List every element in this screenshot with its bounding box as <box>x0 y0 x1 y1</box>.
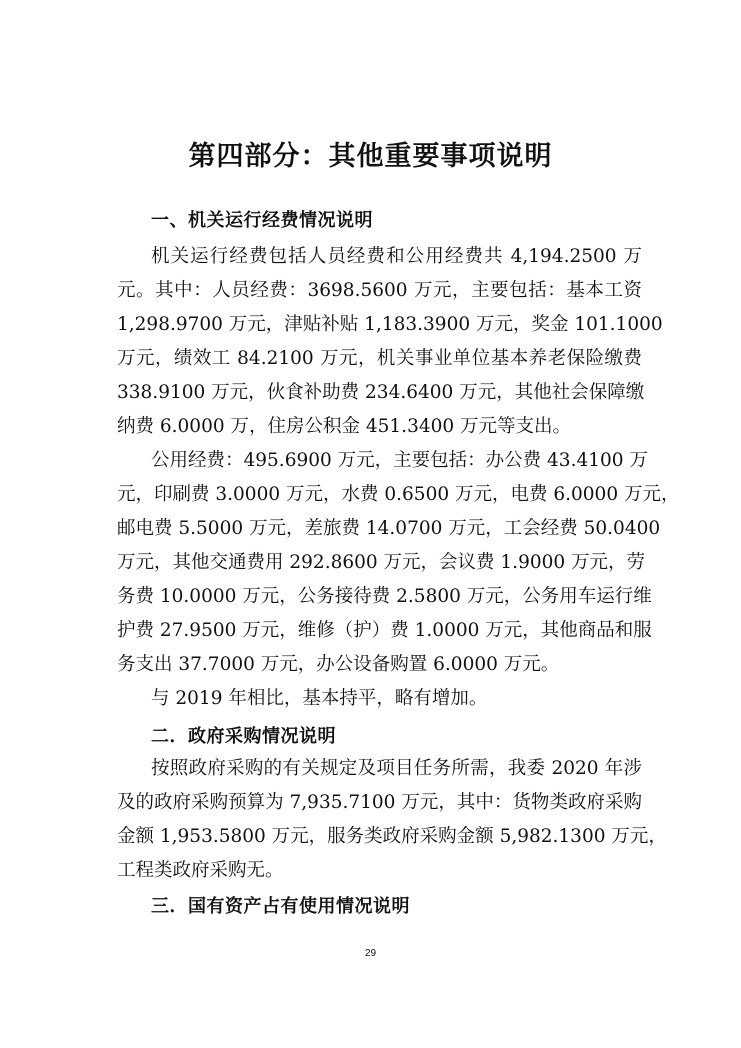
paragraph-line: 及的政府采购预算为 7,935.7100 万元，其中：货物类政府采购 <box>117 792 642 813</box>
page-number: 29 <box>364 948 377 959</box>
paragraph-line: 元。其中：人员经费：3698.5600 万元，主要包括：基本工资 <box>117 280 642 301</box>
paragraph-line: 万元，绩效工 84.2100 万元，机关事业单位基本养老保险缴费 <box>117 348 642 369</box>
paragraph-line: 公用经费：495.6900 万元，主要包括：办公费 43.4100 万 <box>151 450 648 471</box>
section-heading-1: 一、机关运行经费情况说明 <box>151 210 373 231</box>
paragraph-line: 与 2019 年相比，基本持平，略有增加。 <box>151 688 488 709</box>
paragraph-line: 务费 10.0000 万元，公务接待费 2.5800 万元，公务用车运行维 <box>117 586 652 607</box>
section-heading-2: 二．政府采购情况说明 <box>151 726 336 747</box>
paragraph-line: 按照政府采购的有关规定及项目任务所需，我委 2020 年涉 <box>151 758 642 779</box>
paragraph-line: 1,298.9700 万元，津贴补贴 1,183.3900 万元，奖金 101.1000 <box>117 314 663 335</box>
paragraph-line: 元，印刷费 3.0000 万元，水费 0.6500 万元，电费 6.0000 万元， <box>117 484 680 505</box>
paragraph-line: 338.9100 万元，伙食补助费 234.6400 万元，其他社会保障缴 <box>117 382 645 403</box>
page-title: 第四部分：其他重要事项说明 <box>188 141 553 172</box>
section-heading-3: 三．国有资产占有使用情况说明 <box>151 896 410 917</box>
paragraph-line: 工程类政府采购无。 <box>117 860 284 881</box>
paragraph-line: 万元，其他交通费用 292.8600 万元，会议费 1.9000 万元，劳 <box>117 552 646 573</box>
paragraph-line: 纳费 6.0000 万，住房公积金 451.3400 万元等支出。 <box>117 416 572 437</box>
paragraph-line: 务支出 37.7000 万元，办公设备购置 6.0000 万元。 <box>117 654 560 675</box>
paragraph-line: 邮电费 5.5000 万元，差旅费 14.0700 万元，工会经费 50.0400 <box>117 518 661 539</box>
paragraph-line: 护费 27.9500 万元，维修（护）费 1.0000 万元，其他商品和服 <box>117 620 652 641</box>
paragraph-line: 金额 1,953.5800 万元，服务类政府采购金额 5,982.1300 万元， <box>117 826 667 847</box>
paragraph-line: 机关运行经费包括人员经费和公用经费共 4,194.2500 万 <box>151 246 642 267</box>
